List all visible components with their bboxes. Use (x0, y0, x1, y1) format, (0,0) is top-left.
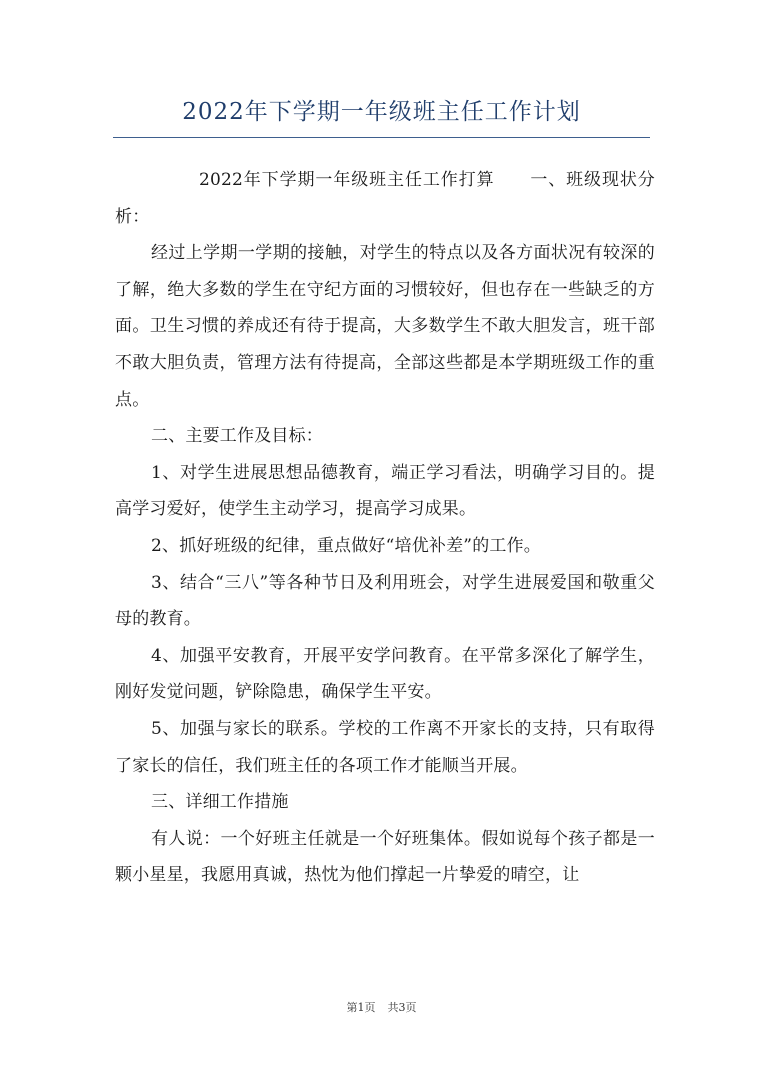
paragraph: 3、结合“三八”等各种节日及利用班会，对学生进展爱国和敬重父母的教育。 (115, 572, 655, 630)
paragraph-intro: 2022年下学期一年级班主任工作打算 一、班级现状分析： (115, 170, 655, 227)
page-number: 第1页 (346, 1001, 376, 1014)
title-divider (113, 137, 650, 138)
document-body (115, 162, 655, 894)
section-heading: 三、详细工作措施 (151, 792, 289, 813)
paragraph: 有人说：一个好班主任就是一个好班集体。假如说每个孩子都是一颗小星星，我愿用真诚，热忱为他们撑起一片挚爱的晴空，让 (115, 828, 655, 886)
paragraph: 5、加强与家长的联系。学校的工作离不开家长的支持，只有取得了家长的信任，我们班主任的各项工作才能顺当开展。 (115, 718, 655, 776)
paragraph: 4、加强平安教育，开展平安学问教育。在平常多深化了解学生，刚好发觉问题，铲除隐患，确保学生平安。 (115, 645, 655, 703)
page-footer (0, 1000, 763, 1016)
document-title: 2022年下学期一年级班主任工作计划 (182, 99, 581, 125)
paragraph: 经过上学期一学期的接触，对学生的特点以及各方面状况有较深的了解，绝大多数的学生在守纪方面的习惯较好，但也存在一些缺乏的方面。卫生习惯的养成还有待于提高，大多数学生不敢大胆发言，班干部不敢大胆负责，管理方法有待提高，全部这些都是本学期班级工作的重点。 (115, 243, 655, 410)
paragraph: 1、对学生进展思想品德教育，端正学习看法，明确学习目的。提高学习爱好，使学生主动学习，提高学习成果。 (115, 462, 655, 520)
page-total: 共3页 (387, 1001, 417, 1014)
section-heading: 二、主要工作及目标： (151, 426, 323, 447)
paragraph: 2、抓好班级的纪律，重点做好“培优补差”的工作。 (151, 535, 541, 556)
